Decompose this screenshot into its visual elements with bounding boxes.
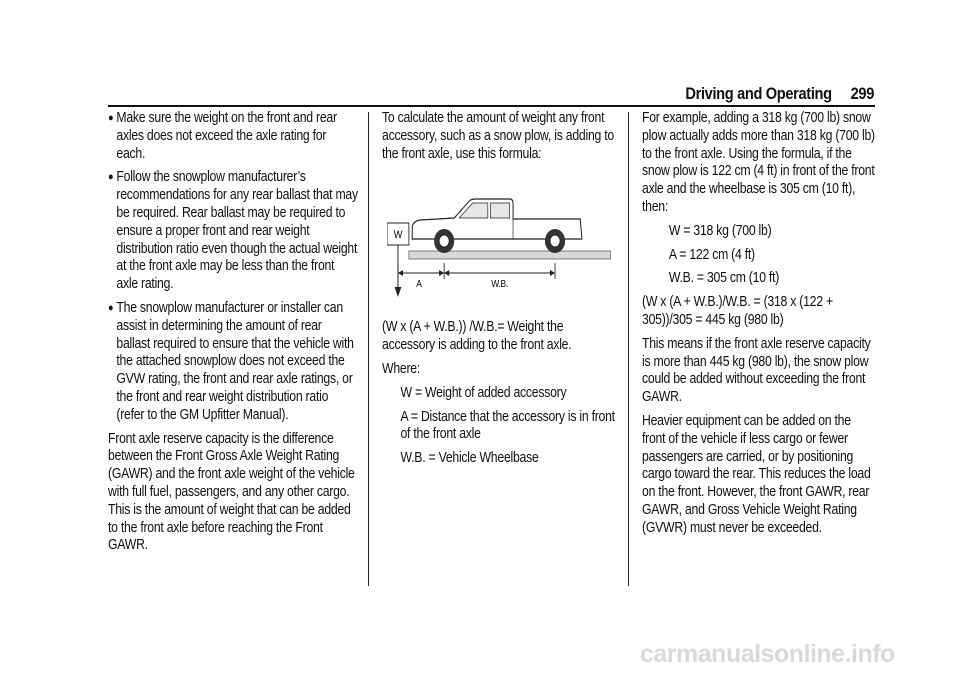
page-number: 299 <box>850 84 874 103</box>
definition-w: W = Weight of added accessory <box>400 384 567 401</box>
column-divider-2 <box>628 112 629 586</box>
watermark: carmanualsonline.info <box>640 640 895 668</box>
definition-a: A = Distance that the accessory is in front of the front axle <box>400 408 615 443</box>
heavier-equipment-paragraph: Heavier equipment can be added on the front of the vehicle if less cargo or fewer passengers are carried, or by positioning cargo toward the rear. This reduces the load on the front. However, the front GAWR, rear GAWR, and Gross Vehicle Weight Rating (GVWR) must never be exceeded. <box>642 412 871 536</box>
value-a: A = 122 cm (4 ft) <box>668 246 755 263</box>
wheelbase-label: W.B. <box>491 278 508 290</box>
formula: (W x (A + W.B.)) /W.B.= Weight the accessory is adding to the front axle. <box>382 319 572 354</box>
bullet-icon: ● <box>108 171 114 184</box>
bullet-item: ● Follow the snowplow manufacturer’s recommendations for any rear ballast that may be required. Rear ballast may be required to ensure a proper front and rear weight distribution ratio even though the actual weight at the front axle may be less than the front axle rating. <box>108 169 358 293</box>
column-divider-1 <box>368 112 369 586</box>
weight-label: W <box>393 229 403 242</box>
example-paragraph: For example, adding a 318 kg (700 lb) snow plow actually adds more than 318 kg (700 lb) to the front axle. Using the formula, if the snow plow is 122 cm (4 ft) in front of the front axle and the wheelbase is 305 cm (10 ft), then: <box>642 110 875 215</box>
value-wb: W.B. = 305 cm (10 ft) <box>668 270 780 287</box>
bullet-icon: ● <box>108 301 114 314</box>
meaning-paragraph: This means if the front axle reserve capacity is more than 445 kg (980 lb), the snow plow could be added without exceeding the front GAWR. <box>642 335 871 406</box>
header-rule <box>108 105 875 107</box>
calculation: (W x (A + W.B.)/W.B. = (318 x (122 + 305))/305 = 445 kg (980 lb) <box>642 294 833 328</box>
definition-wb: W.B. = Vehicle Wheelbase <box>400 450 539 467</box>
section-title: Driving and Operating <box>685 84 832 103</box>
truck-diagram <box>387 175 580 305</box>
bullet-item: ● The snowplow manufacturer or installer can assist in determining the amount of rear ballast required to ensure that the vehicle with the attached snowplow does not exceed the GVW rating, the front and rear axle ratings, or the front and rear weight distribution ratio (refer to the GM Upfitter Manual). <box>108 299 354 423</box>
distance-a-label: A <box>416 278 422 290</box>
right-column <box>642 110 876 544</box>
formula-intro: To calculate the amount of weight any front accessory, such as a snow plow, is adding to the front axle, use this formula: <box>382 110 614 162</box>
where-label: Where: <box>382 360 421 377</box>
value-w: W = 318 kg (700 lb) <box>668 222 772 239</box>
page-header <box>638 84 874 104</box>
truck-illustration <box>387 175 614 305</box>
reserve-capacity-paragraph: Front axle reserve capacity is the difference between the Front Gross Axle Weight Rating (GAWR) and the front axle weight of the vehicle with full fuel, passengers, and any other cargo. This is the amount of weight that can be added to the front axle before reaching the Front GAWR. <box>108 430 355 554</box>
bullet-item: ● Make sure the weight on the front and rear axles does not exceed the axle rating for each. <box>108 110 337 162</box>
bullet-icon: ● <box>108 112 114 124</box>
left-column <box>108 110 358 561</box>
middle-column <box>382 110 616 474</box>
